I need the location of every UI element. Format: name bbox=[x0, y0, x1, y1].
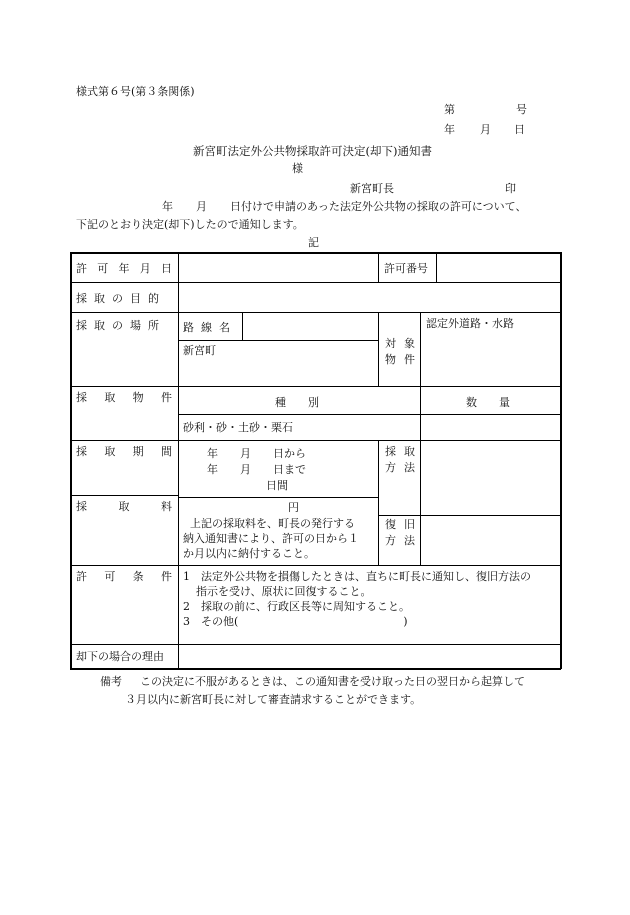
condition-2: 2 採取の前に、行政区長等に周知すること。 bbox=[183, 600, 410, 613]
note-line1: この決定に不服があるときは、この通知書を受け取った日の翌日から起算して bbox=[140, 675, 525, 688]
period-days: 日間 bbox=[266, 479, 288, 492]
period-label: 採 取 期 間 bbox=[76, 445, 172, 458]
method-label-2: 方法 bbox=[385, 461, 423, 474]
fee-unit: 円 bbox=[288, 501, 299, 514]
kind-header: 種 別 bbox=[275, 396, 319, 409]
rejection-label: 却下の場合の理由 bbox=[76, 650, 164, 663]
conditions-label: 許 可 条 件 bbox=[76, 570, 172, 583]
quantity-field[interactable] bbox=[422, 416, 558, 439]
fee-note-3: か月以内に納付すること。 bbox=[183, 547, 315, 560]
period-from: 年 月 日から bbox=[207, 447, 306, 460]
method-field[interactable] bbox=[422, 442, 558, 514]
form-number: 様式第６号(第３条関係) bbox=[76, 85, 195, 98]
doc-number-suffix: 号 bbox=[516, 103, 527, 116]
intro-text-line2: 下記のとおり決定(却下)したので通知します。 bbox=[76, 218, 304, 231]
fee-note-1: 上記の採取料を、町長の発行する bbox=[190, 517, 355, 530]
condition-1a: 1 法定外公共物を損傷したときは、直ちに町長に通知し、復旧方法の bbox=[183, 570, 531, 583]
issuer-name: 新宮町長 bbox=[350, 182, 394, 195]
target-label-2: 物件 bbox=[385, 353, 423, 366]
purpose-label: 採取の目的 bbox=[76, 292, 166, 305]
permit-date-label: 許 可 年 月 日 bbox=[76, 262, 172, 275]
permit-date-field[interactable] bbox=[180, 254, 376, 281]
target-label-1: 対象 bbox=[385, 337, 423, 350]
route-name-label: 路線名 bbox=[183, 321, 237, 334]
intro-year: 年 bbox=[162, 200, 173, 213]
fee-note-2: 納入通知書により、許可の日から１ bbox=[183, 532, 359, 545]
restore-label-1: 復旧 bbox=[385, 518, 423, 531]
route-name-field[interactable] bbox=[244, 314, 376, 339]
period-to: 年 月 日まで bbox=[207, 463, 306, 476]
intro-text-line1: 日付けで申請のあった法定外公共物の採取の許可について、 bbox=[230, 200, 527, 213]
fee-label: 採 取 料 bbox=[76, 500, 172, 513]
permit-number-field[interactable] bbox=[438, 254, 558, 281]
condition-3: 3 その他( ) bbox=[183, 615, 408, 628]
purpose-field[interactable] bbox=[180, 284, 558, 311]
note-line2: ３月以内に新宮町長に対して審査請求することができます。 bbox=[125, 693, 422, 706]
intro-month: 月 bbox=[196, 200, 207, 213]
condition-1b: 指示を受け、原状に回復すること。 bbox=[196, 585, 372, 598]
location-value: 新宮町 bbox=[183, 344, 216, 357]
restore-label-2: 方法 bbox=[385, 534, 423, 547]
method-label-1: 採取 bbox=[385, 445, 423, 458]
permit-number-label: 許可番号 bbox=[384, 262, 428, 275]
document-title: 新宮町法定外公共物採取許可決定(却下)通知書 bbox=[193, 144, 432, 158]
addressee-suffix: 様 bbox=[292, 162, 303, 175]
doc-number-prefix: 第 bbox=[444, 103, 455, 116]
rejection-field[interactable] bbox=[180, 646, 558, 667]
location-label: 採取の場所 bbox=[76, 319, 166, 332]
note-label: 備考 bbox=[100, 675, 122, 688]
restore-method-field[interactable] bbox=[422, 517, 558, 564]
quantity-header: 数 量 bbox=[466, 396, 510, 409]
ki-heading: 記 bbox=[308, 236, 319, 249]
date-month: 月 bbox=[480, 123, 491, 136]
date-day: 日 bbox=[514, 123, 525, 136]
material-label: 採 取 物 件 bbox=[76, 391, 172, 404]
kind-value: 砂利・砂・土砂・栗石 bbox=[183, 421, 293, 434]
date-year: 年 bbox=[444, 123, 455, 136]
target-value: 認定外道路・水路 bbox=[426, 317, 514, 330]
seal-mark: 印 bbox=[505, 182, 516, 195]
